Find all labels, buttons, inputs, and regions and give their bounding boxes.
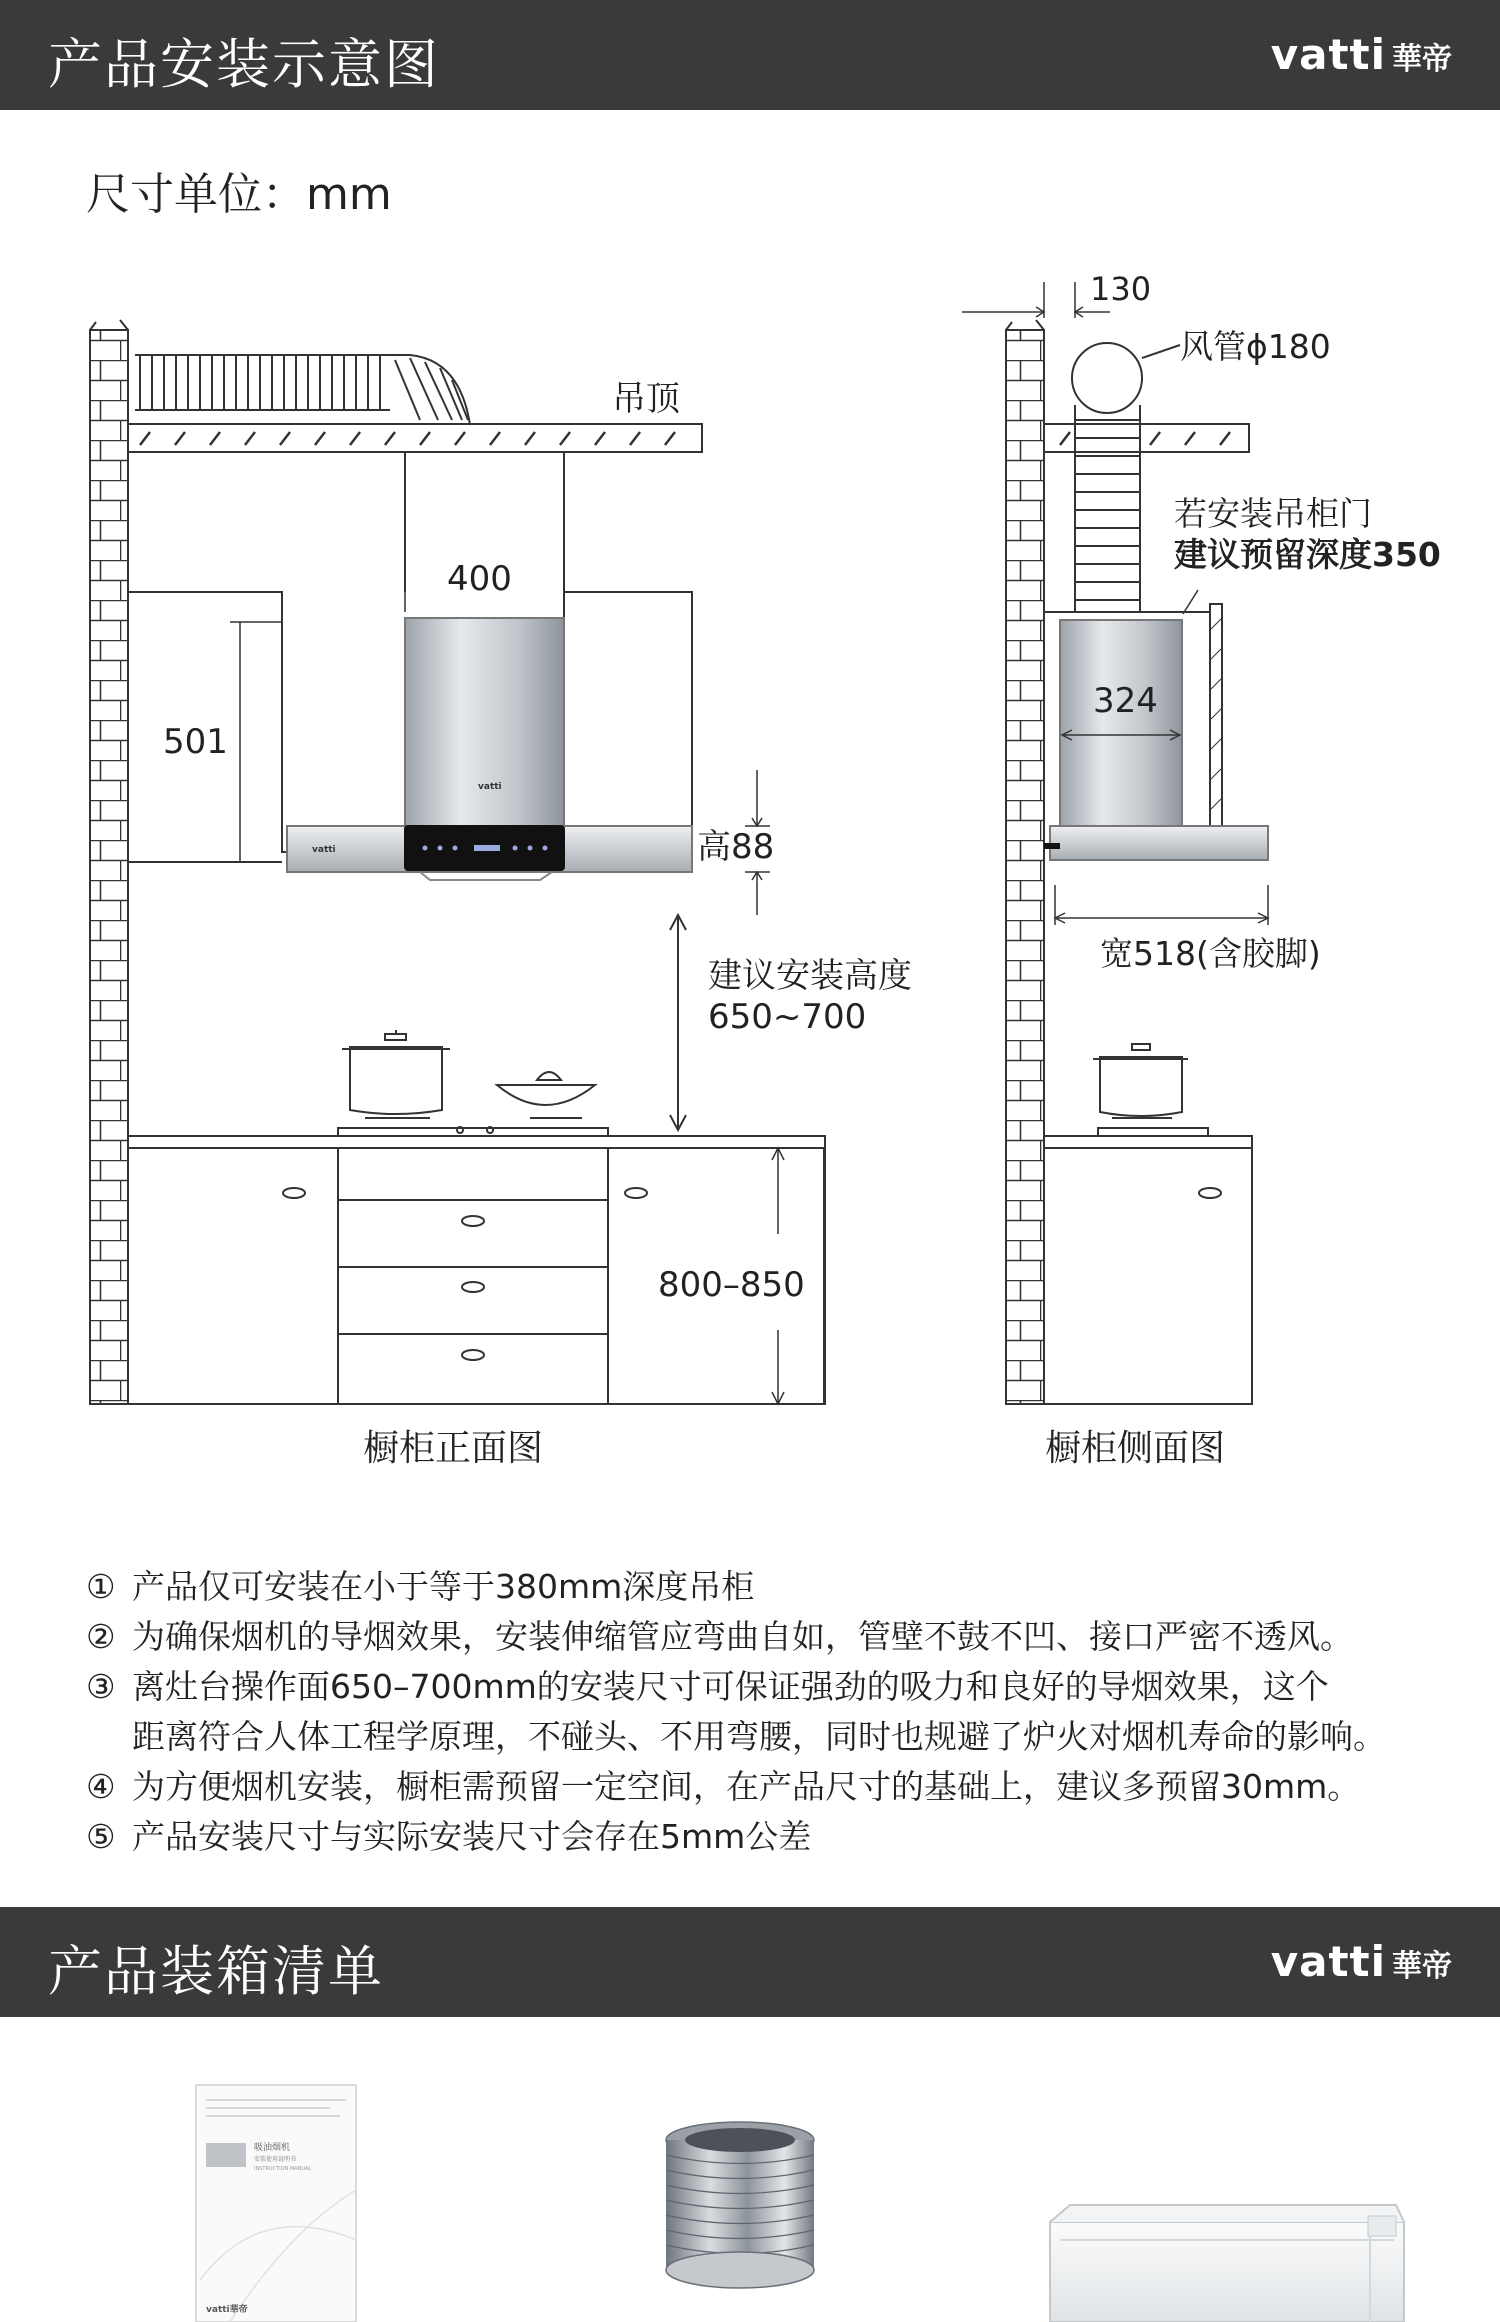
- manual-subtitle: 安装使用说明书: [254, 2156, 297, 2163]
- oil-tray-item: [1050, 2205, 1404, 2322]
- pack-section-title: 产品装箱清单: [48, 1940, 384, 2003]
- front-panel-height: 高88: [697, 827, 775, 867]
- front-counter-height: 800–850: [658, 1265, 805, 1305]
- install-notes: [86, 1562, 1466, 1862]
- svg-text:vatti: vatti: [478, 782, 502, 792]
- side-base-cabinet: [1044, 1136, 1252, 1404]
- installation-diagram: [0, 240, 1500, 1540]
- front-install-height-label: 建议安装高度: [708, 956, 912, 996]
- note-item: ③ 离灶台操作面650–700mm的安装尺寸可保证强劲的吸力和良好的导烟效果，这个: [86, 1667, 1329, 1706]
- side-cabinet-note-1: 若安装吊柜门: [1174, 494, 1372, 533]
- front-hood-width: 400: [447, 559, 512, 599]
- side-duct-circle: [1072, 343, 1142, 413]
- manual-title: 吸油烟机: [254, 2143, 291, 2153]
- vatti-logo: [1271, 30, 1452, 80]
- side-width-label: 宽518(含胶脚): [1100, 934, 1321, 973]
- front-chimney: [405, 618, 564, 826]
- side-chimney: [1060, 620, 1182, 828]
- install-header-banner: [0, 0, 1500, 110]
- front-install-height-value: 650~700: [708, 997, 867, 1037]
- svg-text:vatti: vatti: [312, 845, 336, 855]
- logo-latin: vatti: [1270, 1937, 1386, 1986]
- front-ceiling-label: 吊顶: [612, 379, 680, 419]
- front-hood-height: 501: [163, 722, 228, 762]
- side-cabinet-note-2: 建议预留深度350: [1174, 535, 1441, 574]
- side-hood-body: [1050, 826, 1268, 860]
- front-brick-wall: [90, 330, 128, 1404]
- side-hood-depth: 324: [1093, 681, 1158, 721]
- manual-brand: vatti華帝: [206, 2305, 248, 2315]
- logo-cn: 華帝: [1392, 1949, 1452, 1984]
- note-item: ④ 为方便烟机安装，橱柜需预留一定空间，在产品尺寸的基础上，建议多预留30mm。: [86, 1767, 1361, 1806]
- side-view: [962, 282, 1268, 1404]
- manual-subtitle-en: INSTRUCTION MANUAL: [254, 2166, 312, 2172]
- side-view-caption: 橱柜侧面图: [1045, 1428, 1226, 1469]
- note-item: 距离符合人体工程学原理，不碰头、不用弯腰，同时也规避了炉火对烟机寿命的影响。: [132, 1717, 1386, 1756]
- pack-items: [0, 2030, 1500, 2322]
- side-duct-label: 风管ϕ180: [1180, 327, 1331, 366]
- duct-roll-item: [666, 2122, 814, 2288]
- front-duct: [135, 355, 470, 425]
- vatti-logo: [1271, 1937, 1452, 1987]
- logo-cn: 華帝: [1392, 42, 1452, 77]
- side-brick-wall: [1006, 330, 1044, 1404]
- note-item: ⑤ 产品安装尺寸与实际安装尺寸会存在5mm公差: [86, 1817, 812, 1856]
- side-wall-offset: 130: [1090, 270, 1152, 308]
- front-stove: [338, 1030, 608, 1136]
- note-item: ② 为确保烟机的导烟效果，安装伸缩管应弯曲自如，管壁不鼓不凹、接口严密不透风。: [86, 1617, 1353, 1656]
- logo-latin: vatti: [1270, 30, 1386, 79]
- manual-item: [196, 2085, 356, 2322]
- front-view-caption: 橱柜正面图: [363, 1428, 544, 1469]
- note-item: ① 产品仅可安装在小于等于380mm深度吊柜: [86, 1567, 755, 1606]
- install-section-title: 产品安装示意图: [48, 33, 440, 96]
- pack-header-banner: [0, 1907, 1500, 2017]
- unit-label: 尺寸单位：mm: [86, 169, 392, 220]
